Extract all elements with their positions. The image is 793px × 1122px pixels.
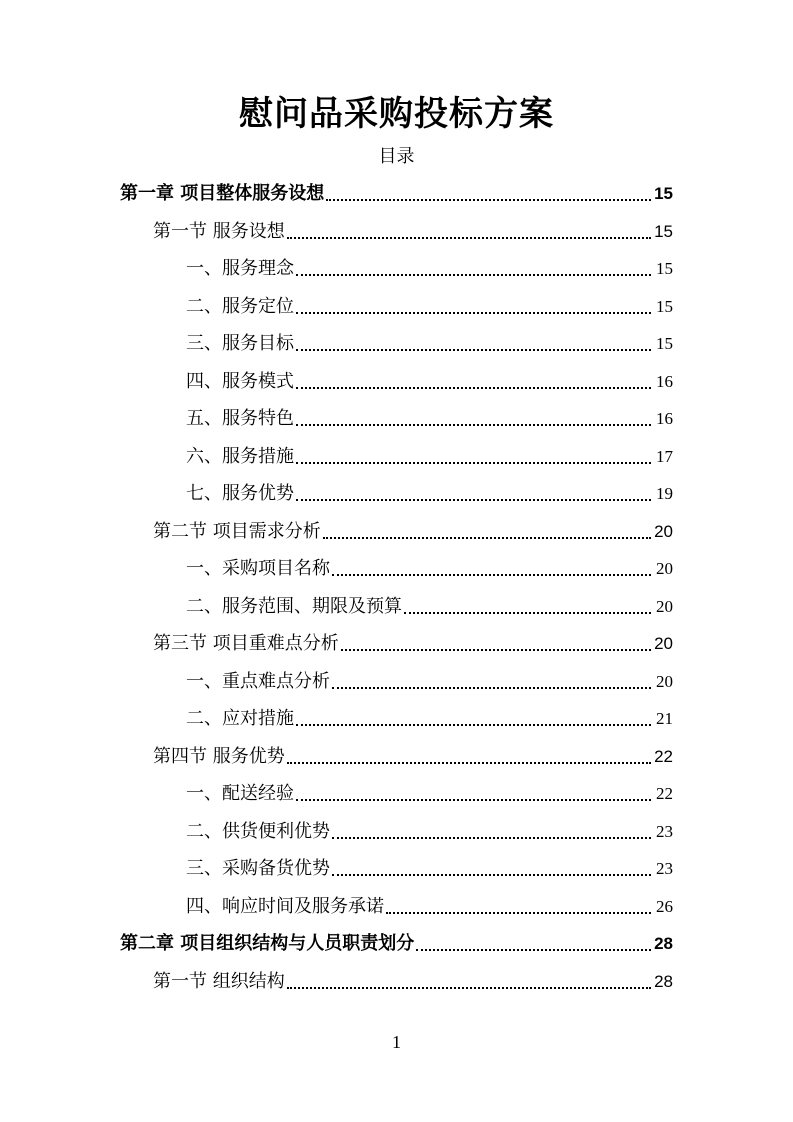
- toc-leader-dots: [296, 349, 651, 351]
- toc-entry-section[interactable]: [153, 626, 673, 662]
- toc-leader-dots: [296, 499, 651, 501]
- toc-entry-label: 第三节 项目重难点分析: [153, 633, 339, 654]
- toc-leader-dots: [296, 387, 651, 389]
- toc-entry-page: 19: [656, 484, 673, 503]
- toc-entry-item[interactable]: [186, 889, 673, 925]
- toc-leader-dots: [332, 837, 651, 839]
- toc-entry-section[interactable]: [153, 214, 673, 250]
- toc-leader-dots: [296, 312, 651, 314]
- toc-entry-label: 五、服务特色: [186, 408, 294, 429]
- toc-entry-page: 15: [654, 221, 673, 241]
- toc-entry-label: 一、重点难点分析: [186, 670, 330, 692]
- toc-entry-page: 15: [656, 334, 673, 353]
- toc-entry-label: 第二章 项目组织结构与人员职责划分: [120, 933, 415, 954]
- toc-entry-page: 22: [656, 784, 673, 803]
- toc-entry-label: 一、配送经验: [186, 783, 294, 804]
- toc-leader-dots: [296, 799, 651, 801]
- toc-entry-chapter[interactable]: [120, 176, 673, 212]
- toc-entry-item[interactable]: [186, 476, 673, 512]
- toc-entry-section[interactable]: [153, 514, 673, 550]
- toc-entry-item[interactable]: [186, 401, 673, 437]
- toc-leader-dots: [332, 874, 651, 876]
- toc-leader-dots: [404, 612, 651, 614]
- toc-leader-dots: [296, 274, 651, 276]
- toc-entry-label: 四、响应时间及服务承诺: [186, 895, 384, 917]
- page-number: 1: [392, 1032, 401, 1052]
- toc-entry-label: 第二节 项目需求分析: [153, 520, 321, 542]
- toc-entry-label: 七、服务优势: [186, 483, 294, 504]
- toc-entry-item[interactable]: [186, 326, 673, 362]
- toc-entry-page: 23: [656, 821, 673, 841]
- toc-entry-item[interactable]: [186, 289, 673, 325]
- toc-entry-label: 一、采购项目名称: [186, 558, 330, 579]
- toc-entry-label: 第一节 服务设想: [153, 220, 285, 242]
- toc-entry-page: 23: [656, 859, 673, 878]
- toc-entry-page: 15: [656, 296, 673, 316]
- toc-leader-dots: [332, 687, 651, 689]
- toc-entry-label: 二、应对措施: [186, 708, 294, 729]
- toc-entry-page: 17: [656, 446, 673, 466]
- toc-leader-dots: [386, 912, 651, 914]
- toc-entry-page: 16: [656, 371, 673, 391]
- toc-entry-label: 三、采购备货优势: [186, 858, 330, 879]
- toc-entry-label: 一、服务理念: [186, 258, 294, 279]
- toc-entry-label: 二、服务定位: [186, 295, 294, 317]
- toc-entry-item[interactable]: [186, 701, 673, 737]
- toc-entry-page: 15: [654, 184, 673, 203]
- toc-entry-page: 20: [654, 521, 673, 541]
- toc-entry-label: 第一章 项目整体服务设想: [120, 183, 325, 204]
- toc-entry-item[interactable]: [186, 551, 673, 587]
- toc-entry-page: 20: [656, 596, 673, 616]
- toc-entry-item[interactable]: [186, 814, 673, 850]
- toc-leader-dots: [332, 574, 651, 576]
- toc-entry-page: 26: [656, 896, 673, 916]
- toc-entry-chapter[interactable]: [120, 926, 673, 962]
- toc-entry-page: 22: [654, 746, 673, 766]
- toc-entry-label: 六、服务措施: [186, 445, 294, 467]
- toc-leader-dots: [287, 237, 651, 239]
- toc-entry-label: 二、供货便利优势: [186, 820, 330, 842]
- toc-entry-item[interactable]: [186, 364, 673, 400]
- toc-leader-dots: [296, 462, 651, 464]
- toc-entry-page: 20: [656, 559, 673, 578]
- toc-entry-page: 21: [656, 709, 673, 728]
- toc-entry-page: 28: [654, 934, 673, 953]
- toc-entry-label: 四、服务模式: [186, 370, 294, 392]
- toc-entry-label: 二、服务范围、期限及预算: [186, 595, 402, 617]
- toc-leader-dots: [416, 949, 651, 951]
- toc-entry-label: 第四节 服务优势: [153, 745, 285, 767]
- toc-entry-page: 20: [654, 634, 673, 653]
- toc-leader-dots: [287, 987, 651, 989]
- toc-entry-label: 三、服务目标: [186, 333, 294, 354]
- toc-leader-dots: [341, 649, 651, 651]
- toc-entry-page: 16: [656, 409, 673, 428]
- toc-entry-page: 28: [654, 971, 673, 991]
- toc-leader-dots: [287, 762, 651, 764]
- toc-heading: 目录: [378, 146, 415, 167]
- toc-leader-dots: [323, 537, 651, 539]
- toc-leader-dots: [296, 724, 651, 726]
- toc-entry-item[interactable]: [186, 251, 673, 287]
- toc-entry-page: 15: [656, 259, 673, 278]
- toc-leader-dots: [326, 199, 651, 201]
- toc-leader-dots: [296, 424, 651, 426]
- toc-entry-section[interactable]: [153, 964, 673, 1000]
- document-title: 慰问品采购投标方案: [239, 94, 554, 134]
- toc-entry-item[interactable]: [186, 439, 673, 475]
- toc-entry-item[interactable]: [186, 851, 673, 887]
- toc-entry-label: 第一节 组织结构: [153, 970, 285, 992]
- toc-entry-page: 20: [656, 671, 673, 691]
- toc-entry-item[interactable]: [186, 776, 673, 812]
- toc-entry-section[interactable]: [153, 739, 673, 775]
- toc-entry-item[interactable]: [186, 664, 673, 700]
- toc-entry-item[interactable]: [186, 589, 673, 625]
